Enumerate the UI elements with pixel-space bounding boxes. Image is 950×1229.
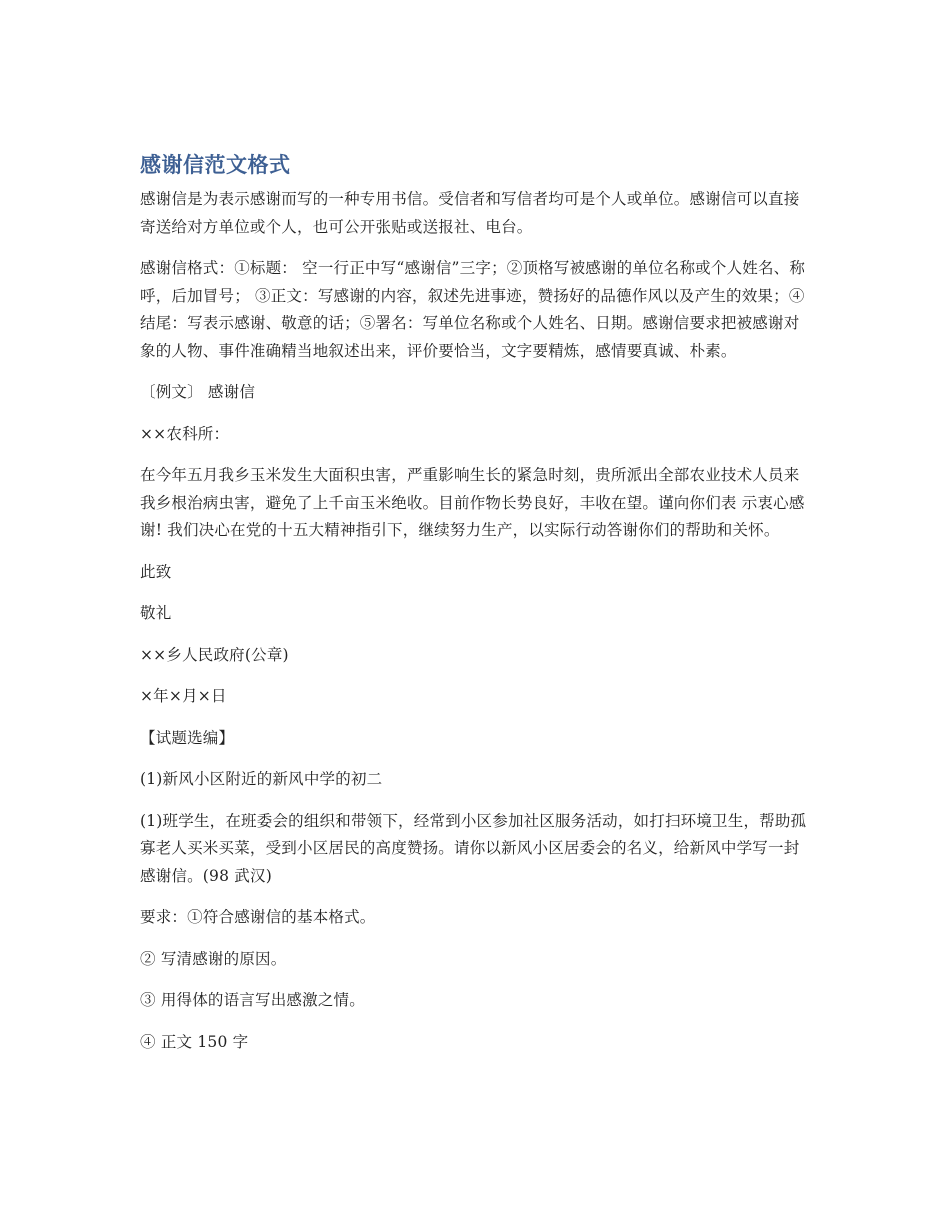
paragraph-definition: 感谢信是为表示感谢而写的一种专用书信。受信者和写信者均可是个人或单位。感谢信可以直接寄送给对方单位或个人，也可公开张贴或送报社、电台。 — [140, 190, 800, 236]
paragraph-example-body: 在今年五月我乡玉米发生大面积虫害，严重影响生长的紧急时刻，贵所派出全部农业技术人员来我乡根治病虫害，避免了上千亩玉米绝收。目前作物长势良好，丰收在望。谨向你们表 示衷心感谢! 我们决心在党的十五大精神指引下，继续努力生产，以实际行动答谢你们的帮助和关怀。 — [140, 466, 805, 539]
paragraph-example-heading: 〔例文〕 感谢信 — [140, 383, 256, 401]
paragraph-requirement-4: ④ 正文 150 字 — [140, 1032, 249, 1051]
paragraph-requirement-1: 要求：①符合感谢信的基本格式。 — [140, 908, 376, 926]
paragraph-exercise-heading: 【试题选编】 — [140, 728, 235, 747]
paragraph-format: 感谢信格式：①标题： 空一行正中写“感谢信”三字；②顶格写被感谢的单位名称或个人姓名、称呼，后加冒号； ③正文：写感谢的内容，叙述先进事迹，赞扬好的品德作风以及产生的效果；④结尾：写表示感谢、敬意的话；⑤署名：写单位名称或个人姓名、日期。感谢信要求把被感谢对象的人物、事件准确精当地叙述出来，评价要恰当，文字要精炼，感情要真诚、朴素。 — [140, 259, 806, 360]
document-body — [140, 150, 812, 1070]
paragraph-salutation: ××农科所： — [140, 424, 230, 443]
paragraph-requirement-2: ② 写清感谢的原因。 — [140, 949, 287, 968]
paragraph-date: ×年×月×日 — [140, 687, 227, 705]
paragraph-exercise-line-2: (1)班学生，在班委会的组织和带领下，经常到小区参加社区服务活动，如打扫环境卫生，帮助孤寡老人买米买菜，受到小区居民的高度赞扬。请你以新风小区居委会的名义，给新风中学写一封感谢信。(98 武汉) — [140, 811, 807, 885]
paragraph-exercise-line-1: (1)新风小区附近的新风中学的初二 — [140, 770, 383, 788]
paragraph-closing-1: 此致 — [140, 562, 172, 581]
document-title: 感谢信范文格式 — [140, 153, 291, 177]
paragraph-requirement-3: ③ 用得体的语言写出感激之情。 — [140, 991, 365, 1009]
paragraph-closing-2: 敬礼 — [140, 604, 172, 622]
paragraph-signature: ××乡人民政府(公章) — [140, 645, 289, 664]
